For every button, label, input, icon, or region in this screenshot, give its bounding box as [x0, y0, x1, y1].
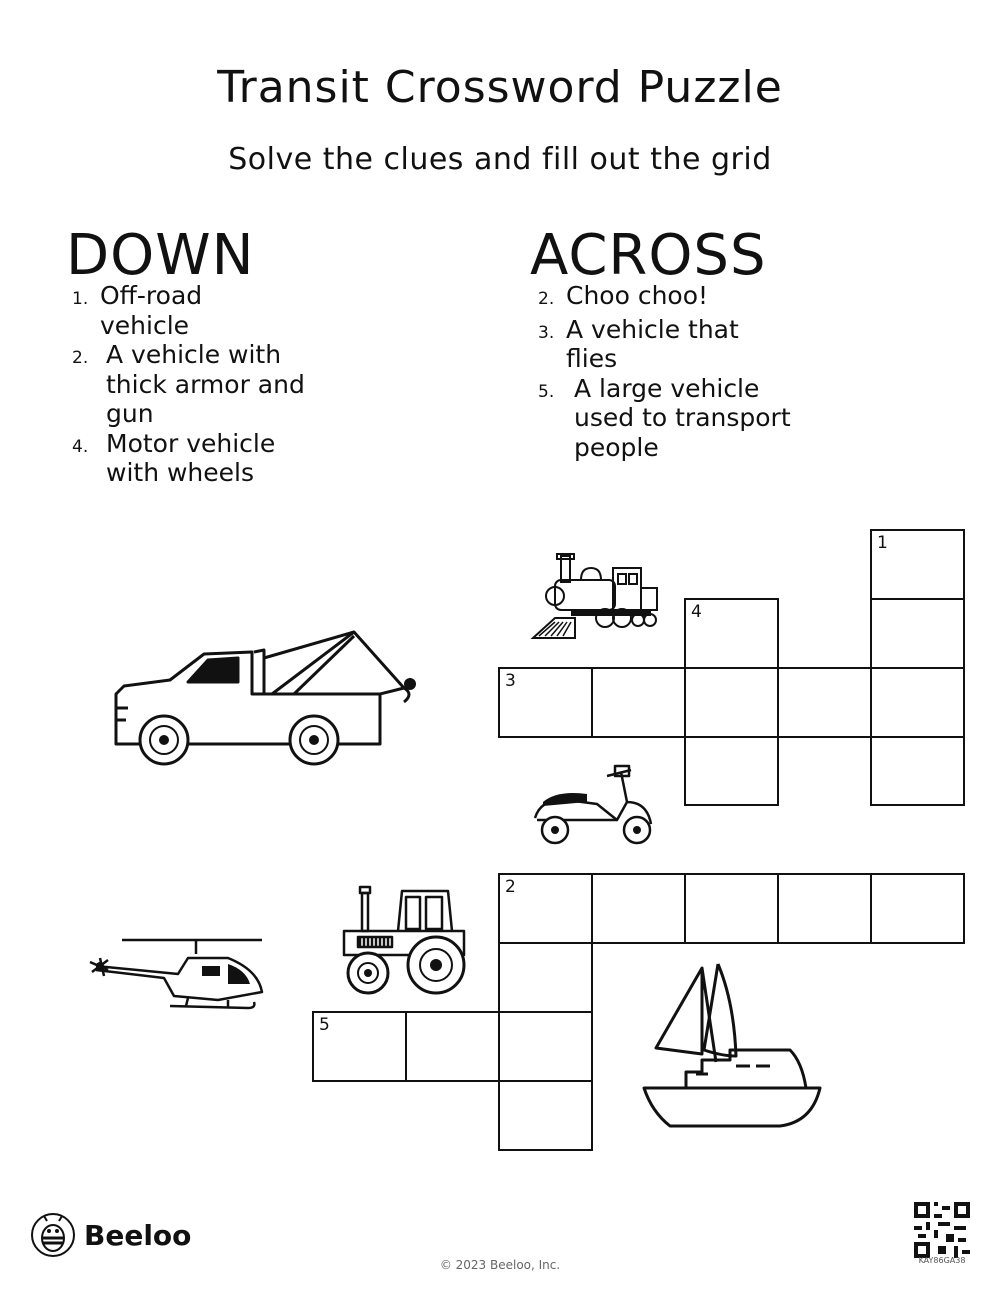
- page-subtitle: Solve the clues and fill out the grid: [228, 142, 772, 177]
- cell-number: 4: [691, 602, 702, 622]
- grid-cell[interactable]: [870, 529, 965, 600]
- tow-truck-icon: [104, 628, 424, 773]
- bee-icon: [30, 1212, 76, 1258]
- clue-number: 3.: [538, 322, 555, 343]
- clue-text: Motor vehicle with wheels: [106, 428, 276, 487]
- grid-cell[interactable]: [684, 667, 779, 738]
- clue-number: 5.: [538, 381, 555, 402]
- grid-cell[interactable]: [498, 873, 593, 944]
- down-clue: [72, 429, 392, 488]
- grid-cell[interactable]: [870, 736, 965, 806]
- sailboat-icon: [640, 962, 825, 1132]
- clue-text: Choo choo!: [566, 281, 709, 310]
- brand-logo: [30, 1212, 191, 1258]
- clue-text: A vehicle that flies: [566, 314, 739, 373]
- cell-number: 1: [877, 533, 888, 553]
- scooter-icon: [527, 762, 662, 848]
- across-clue: [538, 281, 868, 315]
- grid-cell[interactable]: [684, 598, 779, 669]
- copyright-text: © 2023 Beeloo, Inc.: [439, 1258, 561, 1272]
- clue-text: Off-road vehicle: [100, 281, 203, 340]
- grid-cell[interactable]: [312, 1011, 407, 1082]
- helicopter-icon: [78, 936, 268, 1020]
- grid-cell[interactable]: [591, 667, 686, 738]
- grid-cell[interactable]: [870, 598, 965, 669]
- down-heading: DOWN: [66, 223, 255, 288]
- cell-number: 5: [319, 1015, 330, 1035]
- grid-cell[interactable]: [684, 873, 779, 944]
- grid-cell[interactable]: [498, 1011, 593, 1082]
- product-code: KAY86GA38: [918, 1256, 966, 1265]
- clue-number: 4.: [72, 436, 89, 457]
- grid-cell[interactable]: [777, 667, 872, 738]
- qr-code-icon: [914, 1202, 970, 1258]
- clue-number: 2.: [538, 289, 555, 309]
- down-clue: [72, 281, 392, 340]
- grid-cell[interactable]: [498, 667, 593, 738]
- grid-cell[interactable]: [405, 1011, 500, 1082]
- grid-cell[interactable]: [870, 873, 965, 944]
- grid-cell[interactable]: [870, 667, 965, 738]
- across-heading: ACROSS: [530, 223, 767, 288]
- grid-cell[interactable]: [591, 873, 686, 944]
- clue-text: A large vehicle used to transport people: [574, 373, 791, 462]
- clue-number: 2.: [72, 348, 89, 368]
- across-clue: [538, 374, 868, 463]
- brand-name: Beeloo: [84, 1218, 192, 1252]
- grid-cell[interactable]: [498, 1080, 593, 1151]
- grid-cell[interactable]: [777, 873, 872, 944]
- across-clue-list: [538, 281, 868, 462]
- cell-number: 3: [505, 671, 516, 691]
- clue-text: A vehicle with thick armor and gun: [106, 340, 305, 428]
- grid-cell[interactable]: [498, 942, 593, 1013]
- cell-number: 2: [505, 877, 516, 897]
- train-icon: [525, 552, 660, 642]
- across-clue: [538, 315, 868, 374]
- down-clue: [72, 340, 392, 429]
- grid-cell[interactable]: [684, 736, 779, 806]
- clue-number: 1.: [72, 289, 89, 309]
- down-clue-list: [72, 281, 392, 488]
- page-title: Transit Crossword Puzzle: [217, 62, 783, 113]
- tractor-icon: [340, 885, 470, 997]
